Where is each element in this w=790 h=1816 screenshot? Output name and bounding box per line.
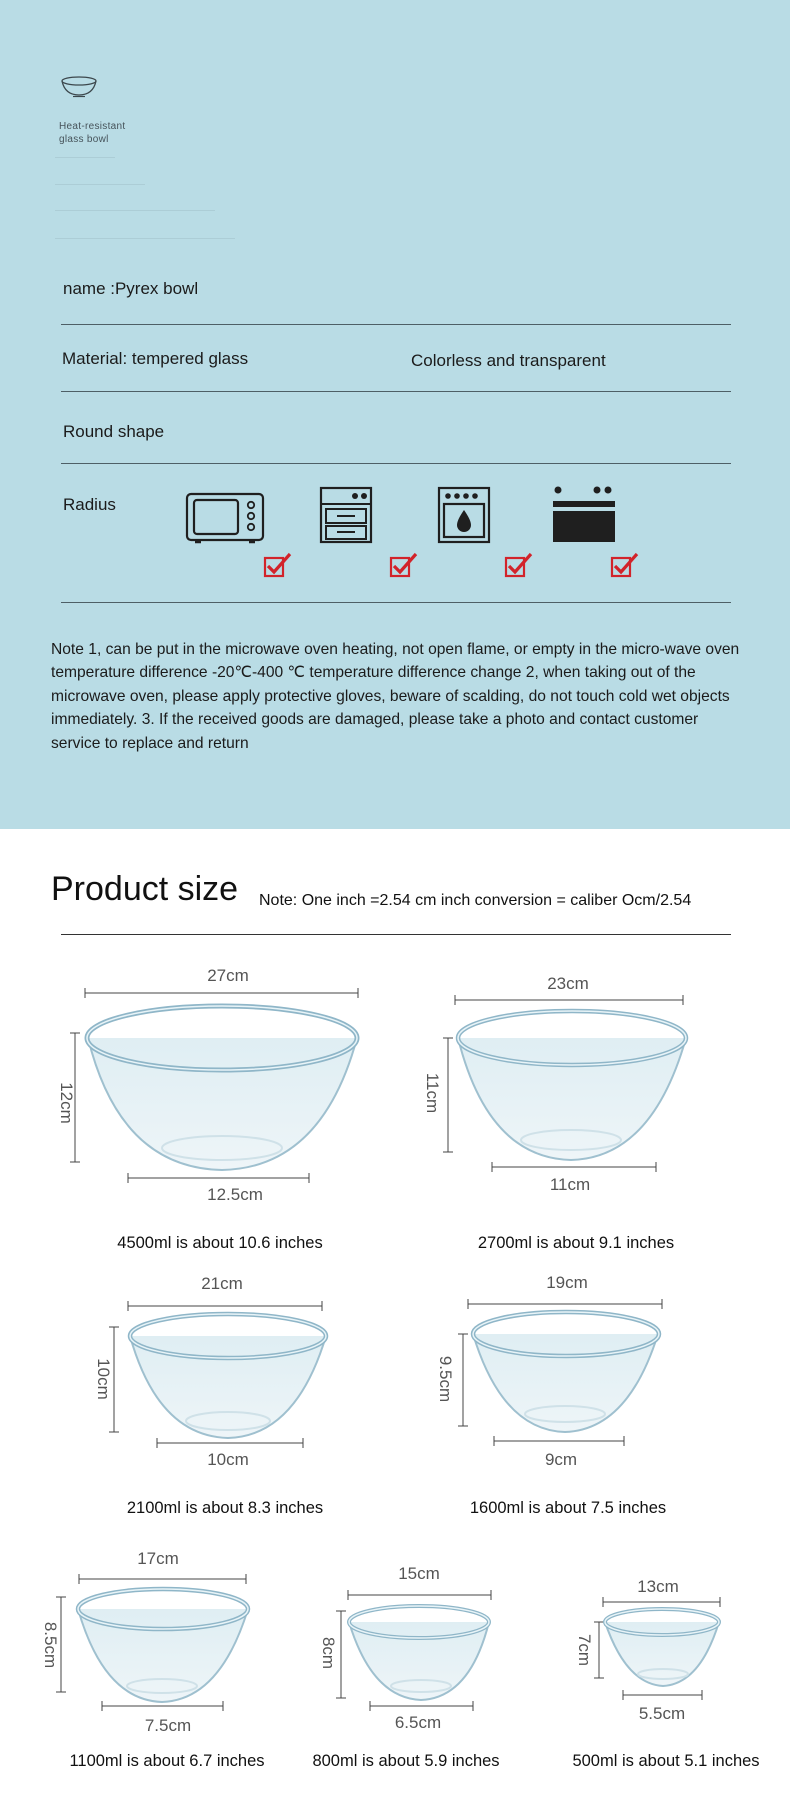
material-label: Material: tempered glass <box>62 349 249 368</box>
bowl-3-caption: 2100ml is about 8.3 inches <box>126 1499 324 1517</box>
bowl-1-height: 12cm <box>57 1082 76 1124</box>
bowl-4-height: 9.5cm <box>436 1355 455 1403</box>
bowl-icon <box>60 76 98 98</box>
spec-panel <box>0 0 790 829</box>
shape-label: Round shape <box>63 422 165 441</box>
bowl-diagrams <box>0 950 790 1810</box>
bowl-1600ml-drawing <box>458 1299 662 1446</box>
decorative-line <box>55 210 215 211</box>
logo-line-2: glass bowl <box>59 134 109 145</box>
bowl-1-bottom-diameter: 12.5cm <box>207 1185 263 1204</box>
decorative-line <box>55 238 235 239</box>
bowl-4-bottom-diameter: 9cm <box>544 1450 578 1469</box>
bowl-3-height: 10cm <box>94 1358 113 1400</box>
bowl-5-top-diameter: 17cm <box>137 1549 179 1568</box>
bowl-7-top-diameter: 13cm <box>637 1577 679 1596</box>
bowl-6-top-diameter: 15cm <box>398 1564 440 1583</box>
divider <box>61 934 731 935</box>
divider <box>61 324 731 325</box>
bowl-5-bottom-diameter: 7.5cm <box>144 1716 192 1735</box>
bowl-2-caption: 2700ml is about 9.1 inches <box>477 1234 675 1252</box>
bowl-6-caption: 800ml is about 5.9 inches <box>312 1752 500 1770</box>
checkmark-icon <box>263 552 293 578</box>
checkmark-icon <box>610 552 640 578</box>
bowl-2-bottom-diameter: 11cm <box>549 1175 591 1194</box>
decorative-line <box>55 157 115 158</box>
bowl-2700ml-drawing <box>443 995 686 1172</box>
color-label: Colorless and transparent <box>411 351 606 370</box>
usage-note: Note 1, can be put in the microwave oven heating, not open flame, or empty in the micro-wave oven temperature difference -20℃-400 ℃ temperature difference change 2, when taking out of the microwave oven, please apply protective gloves, beware of scalding, do not touch cold wet objects immediately. 3. If the received goods are damaged, please take a photo and contact customer service to replace and return <box>51 641 740 752</box>
bowl-2-height: 11cm <box>423 1072 442 1114</box>
bowl-5-caption: 1100ml is about 6.7 inches <box>69 1752 265 1770</box>
bowl-4-caption: 1600ml is about 7.5 inches <box>469 1499 667 1517</box>
logo-caption <box>59 120 125 146</box>
bowl-3-bottom-diameter: 10cm <box>207 1450 249 1469</box>
bowl-7-bottom-diameter: 5.5cm <box>638 1704 686 1723</box>
bowl-6-height: 8cm <box>319 1636 338 1670</box>
divider <box>61 391 731 392</box>
checkmark-icon <box>504 552 534 578</box>
bowl-5-height: 8.5cm <box>41 1621 60 1669</box>
divider <box>61 463 731 464</box>
bowl-1100ml-drawing <box>56 1574 248 1711</box>
bowl-4500ml-drawing <box>70 988 358 1183</box>
checkmark-icon <box>389 552 419 578</box>
bowl-6-bottom-diameter: 6.5cm <box>394 1713 442 1732</box>
bowl-1-top-diameter: 27cm <box>207 966 249 985</box>
decorative-line <box>55 184 145 185</box>
bowl-4-top-diameter: 19cm <box>546 1273 588 1292</box>
radius-label: Radius <box>63 495 116 514</box>
bowl-2100ml-drawing <box>109 1301 326 1448</box>
stove-icon <box>551 484 617 544</box>
divider <box>61 602 731 603</box>
bowl-1-caption: 4500ml is about 10.6 inches <box>117 1234 323 1252</box>
product-size-title: Product size <box>51 870 239 908</box>
bowl-2-top-diameter: 23cm <box>547 974 589 993</box>
bowl-500ml-drawing <box>594 1597 720 1700</box>
bowl-3-top-diameter: 21cm <box>201 1274 243 1293</box>
logo-line-1: Heat-resistant <box>59 121 126 132</box>
dishwasher-icon <box>319 486 373 544</box>
oven-icon <box>437 486 491 544</box>
microwave-icon <box>185 492 265 544</box>
bowl-7-height: 7cm <box>575 1633 594 1667</box>
bowl-800ml-drawing <box>336 1590 491 1711</box>
bowl-7-caption: 500ml is about 5.1 inches <box>572 1752 760 1770</box>
product-size-note: Note: One inch =2.54 cm inch conversion = caliber Ocm/2.54 <box>259 892 692 909</box>
product-name: name :Pyrex bowl <box>63 279 199 298</box>
